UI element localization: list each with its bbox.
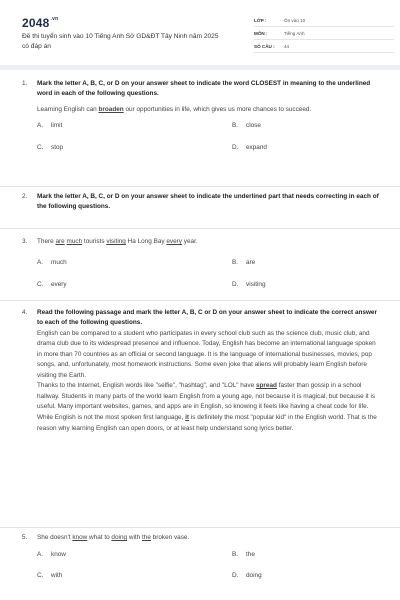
question-text: There are much tourists visiting Ha Long Bay every year. — [37, 238, 198, 245]
question-instruction: Mark the letter A, B, C, or D on your answer sheet to indicate the word CLOSEST in meaning to the underlined word in each of the following questions. — [37, 80, 371, 98]
option-c[interactable]: C. with — [37, 571, 63, 579]
logo-suffix: .vn — [50, 16, 59, 22]
meta-row-count — [254, 40, 394, 53]
divider — [0, 186, 400, 187]
answer-options — [37, 550, 382, 586]
question-5 — [22, 533, 382, 586]
underlined-part-a: know — [72, 534, 88, 541]
question-3 — [22, 237, 382, 294]
divider — [0, 527, 400, 528]
passage-paragraph-2: Thanks to the Internet, English words like "selfie", "hashtag", and "LOL" have spread faster than gossip in a school hallway. Students in many parts of the world learn English from a young age, not because it is magical, but because it is useful. Many important websites, games, and apps are in English, so knowing it feels like having a cheat code for life. — [37, 382, 376, 411]
meta-box — [254, 14, 394, 53]
underlined-part-b: much — [66, 238, 83, 245]
meta-value: Tiếng Anh — [284, 31, 305, 36]
underlined-word: spread — [255, 382, 277, 390]
meta-row-subject — [254, 27, 394, 40]
site-logo[interactable] — [22, 14, 58, 33]
underlined-part-b: doing — [111, 534, 128, 541]
option-b[interactable]: B. close — [232, 122, 261, 130]
meta-label: LỚP : — [254, 18, 267, 23]
meta-label: SỐ CÂU : — [254, 44, 275, 49]
divider — [0, 228, 400, 229]
option-a[interactable]: A. know — [37, 550, 66, 558]
option-b[interactable]: B. are — [232, 258, 256, 266]
document-title: Đề thi tuyển sinh vào 10 Tiếng Anh Sở GD&ĐT Tây Ninh năm 2025 có đáp án — [22, 33, 219, 51]
question-number: 3. — [22, 238, 28, 245]
option-d[interactable]: D. expand — [232, 144, 267, 152]
page-header — [22, 14, 382, 72]
question-number: 5. — [22, 534, 28, 541]
underlined-part-c: the — [141, 534, 151, 541]
option-b[interactable]: B. the — [232, 550, 255, 558]
question-1 — [22, 79, 382, 157]
divider — [0, 300, 400, 301]
question-instruction: Read the following passage and mark the letter A, B, C or D on your answer sheet to indicate the correct answer to each of the following questions. — [37, 309, 377, 327]
question-text: She doesn't know what to doing with the broken vase. — [37, 534, 190, 541]
question-4 — [22, 308, 382, 434]
question-number: 2. — [22, 193, 28, 200]
meta-value: Ôn vào 10 — [284, 18, 306, 23]
question-number: 4. — [22, 309, 28, 316]
passage-paragraph-1: English can be compared to a student who participates in every school club such as the science club, music club, and drama club due to its widespread presence and influence. Today, English has become an international language spoken in more than 70 countries as an official or second language. It is the language of international businesses, movies, pop songs, and, unfortunately, most homework instructions. Some even joke that aliens will probably learn English before visiting the Earth. — [37, 329, 376, 379]
header-divider — [0, 65, 400, 70]
meta-row-class — [254, 14, 394, 27]
underlined-part-d: every — [166, 238, 183, 245]
question-number: 1. — [22, 80, 28, 87]
meta-value: 44 — [284, 44, 290, 49]
answer-options — [37, 121, 382, 157]
underlined-word: it — [185, 414, 190, 421]
option-a[interactable]: A. limit — [37, 122, 63, 130]
question-2 — [22, 192, 382, 213]
underlined-part-c: visiting — [106, 238, 126, 245]
option-c[interactable]: C. every — [37, 280, 67, 288]
underlined-part-a: are — [55, 238, 65, 245]
option-d[interactable]: D. visiting — [232, 280, 266, 288]
answer-options — [37, 258, 382, 294]
underlined-word: broaden — [98, 105, 124, 113]
option-a[interactable]: A. much — [37, 258, 67, 266]
meta-label: MÔN : — [254, 31, 268, 36]
logo-text: 2048 — [22, 16, 50, 30]
question-text: Learning English can broaden our opportunities in life, which gives us more chances to succeed. — [37, 105, 312, 113]
option-c[interactable]: C. stop — [37, 144, 64, 152]
question-instruction: Mark the letter A, B, C, or D on your answer sheet to indicate the underlined part that needs correcting in each of the following questions. — [37, 193, 379, 211]
option-d[interactable]: D. doing — [232, 571, 262, 579]
passage-paragraph-3: While English is not the most spoken first language, it is definitely the most "popular kid" in the English world. That is the reason why learning English can open doors, or at least help understand song lyrics better. — [37, 414, 377, 432]
